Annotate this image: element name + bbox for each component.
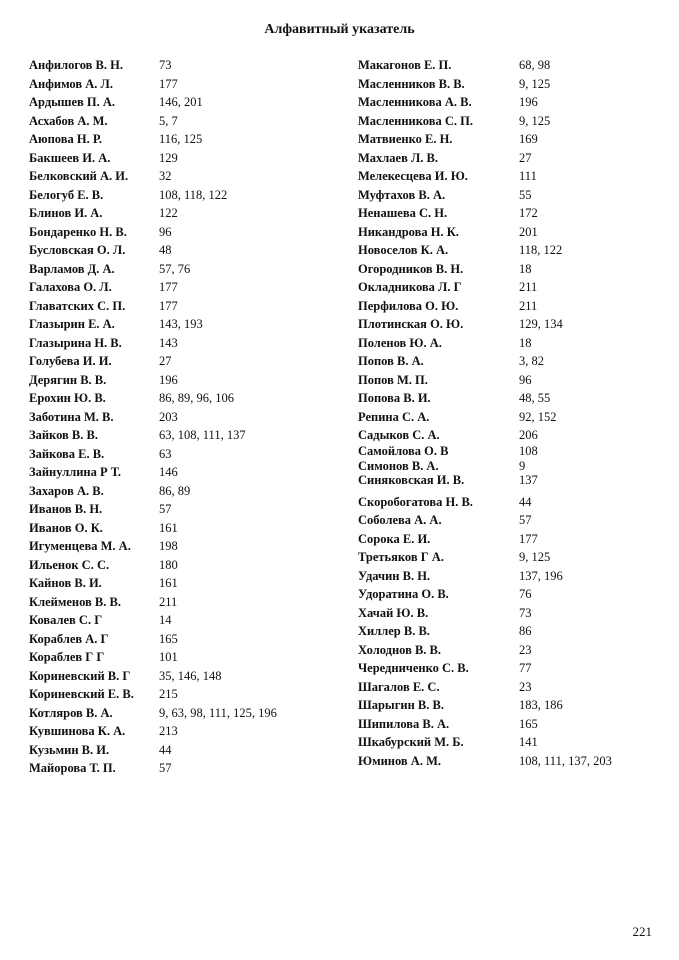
author-name: Глазырин Е. А.	[29, 317, 115, 331]
author-name: Анфилогов В. Н.	[29, 58, 123, 72]
page-references: 23	[519, 642, 532, 657]
page-references: 129, 134	[519, 317, 563, 331]
page-references: 215	[159, 687, 178, 701]
page-references: 203	[159, 409, 178, 424]
author-name: Поленов Ю. А.	[358, 335, 442, 350]
author-name: Холоднов В. В.	[358, 642, 442, 657]
index-entry	[358, 678, 612, 697]
index-entry	[358, 389, 612, 408]
index-entry	[29, 167, 277, 186]
author-name: Огородников В. Н.	[358, 261, 464, 276]
page-references: 177	[159, 280, 178, 294]
page-references: 206	[519, 428, 538, 442]
index-entry	[358, 733, 612, 752]
author-name: Репина С. А.	[358, 409, 430, 424]
index-entry	[29, 112, 277, 131]
index-entry	[358, 75, 612, 94]
page-references: 44	[159, 742, 172, 757]
author-name: Ардышев П. А.	[29, 95, 115, 109]
author-name: Котляров В. А.	[29, 705, 113, 720]
page-references: 198	[159, 539, 178, 553]
author-name: Сорока Е. И.	[358, 531, 431, 546]
page-references: 86	[519, 624, 532, 638]
page-references: 86, 89	[159, 483, 191, 498]
author-name: Кораблев Г Г	[29, 650, 105, 664]
page-references: 86, 89, 96, 106	[159, 391, 234, 405]
page-references: 63	[159, 446, 172, 461]
index-entry	[29, 500, 277, 519]
page-references: 23	[519, 679, 532, 694]
page-references: 161	[159, 576, 178, 590]
index-entry	[358, 696, 612, 715]
author-name: Варламов Д. А.	[29, 261, 115, 276]
page-references: 143, 193	[159, 317, 203, 331]
author-name: Скоробогатова Н. В.	[358, 494, 473, 509]
author-name: Шагалов Е. С.	[358, 679, 440, 694]
page-references: 57, 76	[159, 261, 191, 276]
author-name: Масленникова А. В.	[358, 95, 472, 109]
index-entry	[29, 315, 277, 334]
page-references: 96	[519, 372, 532, 387]
author-name: Иванов О. К.	[29, 520, 103, 535]
index-entry	[29, 463, 277, 482]
author-name: Никандрова Н. К.	[358, 224, 459, 239]
index-column-right	[358, 56, 612, 770]
index-entry	[358, 93, 612, 112]
index-entry	[358, 112, 612, 131]
page-references: 101	[159, 650, 178, 664]
author-name: Садыков С. А.	[358, 428, 440, 442]
author-name: Махлаев Л. В.	[358, 150, 439, 165]
index-entry	[358, 548, 612, 567]
index-entry	[29, 334, 277, 353]
page-references: 14	[159, 613, 172, 627]
index-entry	[358, 352, 612, 371]
page-references: 137	[519, 472, 538, 487]
page-references: 5, 7	[159, 113, 178, 128]
page-references: 73	[159, 58, 172, 72]
page-references: 137, 196	[519, 568, 563, 583]
author-name: Окладникова Л. Г	[358, 280, 462, 294]
page-references: 92, 152	[519, 409, 557, 424]
author-name: Масленников В. В.	[358, 76, 465, 91]
page-references: 76	[519, 587, 532, 601]
page-references: 18	[519, 261, 532, 276]
author-name: Попов В. А.	[358, 354, 424, 368]
index-entry	[358, 471, 612, 493]
page-references: 9, 63, 98, 111, 125, 196	[159, 705, 277, 720]
page-references: 48, 55	[519, 391, 551, 405]
index-entry	[29, 297, 277, 316]
author-name: Майорова Т. П.	[29, 761, 116, 775]
page-references: 165	[519, 716, 538, 731]
author-name: Самойлова О. В	[358, 443, 449, 458]
index-entry	[358, 241, 612, 260]
index-entry	[358, 752, 612, 771]
index-entry	[29, 93, 277, 112]
index-entry	[358, 530, 612, 549]
author-name: Кувшинова К. А.	[29, 724, 126, 738]
page-references: 9	[519, 458, 526, 473]
author-name: Анфимов А. Л.	[29, 76, 113, 91]
page-references: 27	[159, 354, 172, 368]
index-entry	[29, 445, 277, 464]
index-entry	[358, 659, 612, 678]
page-references: 165	[159, 631, 178, 646]
index-entry	[29, 149, 277, 168]
page-references: 73	[519, 605, 532, 620]
page-references: 169	[519, 132, 538, 146]
author-name: Макагонов Е. П.	[358, 58, 452, 72]
index-entry	[29, 704, 277, 723]
index-entry	[358, 715, 612, 734]
index-entry	[29, 741, 277, 760]
author-name: Ковалев С. Г	[29, 613, 103, 627]
page-references: 68, 98	[519, 58, 551, 72]
author-name: Бондаренко Н. В.	[29, 224, 127, 239]
page-references: 111	[519, 169, 537, 183]
index-entry	[29, 186, 277, 205]
page-references: 118, 122	[519, 243, 563, 257]
index-entry	[358, 223, 612, 242]
author-name: Кориневский Е. В.	[29, 687, 134, 701]
index-entry	[29, 371, 277, 390]
index-entry	[29, 667, 277, 686]
author-name: Симонов В. А.	[358, 458, 439, 473]
index-entry	[29, 223, 277, 242]
page-references: 48	[159, 243, 172, 257]
author-name: Кораблев А. Г	[29, 631, 109, 646]
author-name: Захаров А. В.	[29, 483, 104, 498]
index-entry	[358, 130, 612, 149]
author-name: Кориневский В. Г	[29, 668, 131, 683]
page-references: 96	[159, 224, 172, 239]
page-references: 177	[159, 298, 178, 313]
page-references: 63, 108, 111, 137	[159, 428, 246, 442]
index-entry	[358, 445, 612, 460]
author-name: Аюпова Н. Р.	[29, 132, 103, 146]
index-entry	[29, 56, 277, 75]
index-entry	[29, 75, 277, 94]
page-references: 196	[159, 372, 178, 387]
page-references: 57	[519, 513, 532, 527]
author-name: Ильенок С. С.	[29, 557, 110, 572]
author-name: Матвиенко Е. Н.	[358, 132, 453, 146]
index-entry	[29, 204, 277, 223]
index-entry	[358, 493, 612, 512]
author-name: Асхабов А. М.	[29, 113, 108, 128]
index-entry	[29, 130, 277, 149]
page-references: 177	[519, 531, 538, 546]
author-name: Зайнуллина Р Т.	[29, 465, 121, 479]
page-references: 143	[159, 335, 178, 350]
author-name: Шарыгин В. В.	[358, 698, 444, 712]
page-number: 221	[632, 924, 652, 939]
index-entry	[29, 685, 277, 704]
index-entry	[358, 622, 612, 641]
index-entry	[29, 630, 277, 649]
page-references: 57	[159, 761, 172, 775]
author-name: Хиллер В. В.	[358, 624, 430, 638]
author-name: Хачай Ю. В.	[358, 605, 429, 620]
author-name: Ненашева С. Н.	[358, 206, 448, 220]
author-name: Галахова О. Л.	[29, 280, 112, 294]
author-name: Белковский А. И.	[29, 169, 129, 183]
page-references: 201	[519, 224, 538, 239]
index-entry	[29, 556, 277, 575]
author-name: Плотинская О. Ю.	[358, 317, 464, 331]
author-name: Удоратина О. В.	[358, 587, 449, 601]
page-references: 27	[519, 150, 532, 165]
page-references: 116, 125	[159, 132, 203, 146]
author-name: Кузьмин В. И.	[29, 742, 110, 757]
index-entry	[358, 186, 612, 205]
author-name: Масленникова С. П.	[358, 113, 473, 128]
author-name: Белогуб Е. В.	[29, 187, 104, 202]
page-references: 108	[519, 443, 538, 458]
author-name: Новоселов К. А.	[358, 243, 449, 257]
author-name: Блинов И. А.	[29, 206, 103, 220]
page-references: 18	[519, 335, 532, 350]
author-name: Ерохин Ю. В.	[29, 391, 106, 405]
author-name: Заботина М. В.	[29, 409, 114, 424]
author-name: Кайнов В. И.	[29, 576, 102, 590]
index-entry	[358, 334, 612, 353]
index-column-left	[29, 56, 277, 778]
index-entry	[29, 648, 277, 667]
author-name: Мелекесцева И. Ю.	[358, 169, 468, 183]
index-entry	[29, 611, 277, 630]
page-references: 129	[159, 150, 178, 165]
page-references: 122	[159, 206, 178, 220]
page-references: 211	[159, 594, 178, 609]
index-entry	[358, 604, 612, 623]
author-name: Зайков В. В.	[29, 428, 98, 442]
author-name: Перфилова О. Ю.	[358, 298, 459, 313]
author-name: Шипилова В. А.	[358, 716, 450, 731]
author-name: Глазырина Н. В.	[29, 335, 122, 350]
index-entry	[358, 371, 612, 390]
author-name: Синяковская И. В.	[358, 472, 465, 487]
author-name: Игуменцева М. А.	[29, 539, 131, 553]
page-references: 44	[519, 494, 532, 509]
page-references: 211	[519, 298, 538, 313]
author-name: Муфтахов В. А.	[358, 187, 446, 202]
index-entry	[358, 167, 612, 186]
index-entry	[358, 426, 612, 445]
index-entry	[29, 389, 277, 408]
index-entry	[358, 260, 612, 279]
author-name: Юминов А. М.	[358, 753, 442, 768]
page-references: 141	[519, 735, 538, 749]
author-name: Попова В. И.	[358, 391, 431, 405]
index-entry	[29, 241, 277, 260]
index-entry	[358, 408, 612, 427]
index-entry	[29, 278, 277, 297]
index-entry	[358, 641, 612, 660]
author-name: Бакшеев И. А.	[29, 150, 111, 165]
page-references: 57	[159, 502, 172, 516]
index-entry	[29, 482, 277, 501]
page-references: 172	[519, 206, 538, 220]
author-name: Иванов В. Н.	[29, 502, 103, 516]
page-references: 9, 125	[519, 76, 551, 91]
page-references: 161	[159, 520, 178, 535]
page-references: 9, 125	[519, 550, 551, 564]
index-entry	[358, 56, 612, 75]
page-references: 108, 118, 122	[159, 187, 228, 202]
index-entry	[358, 315, 612, 334]
index-entry	[29, 260, 277, 279]
page-references: 213	[159, 724, 178, 738]
page-references: 9, 125	[519, 113, 551, 128]
page-references: 146, 201	[159, 95, 203, 109]
page-references: 3, 82	[519, 354, 544, 368]
author-name: Попов М. П.	[358, 372, 428, 387]
page-references: 35, 146, 148	[159, 668, 222, 683]
author-name: Третьяков Г А.	[358, 550, 444, 564]
page-references: 177	[159, 76, 178, 91]
index-entry	[29, 759, 277, 778]
author-name: Шкабурский М. Б.	[358, 735, 464, 749]
index-entry	[358, 278, 612, 297]
index-entry	[29, 574, 277, 593]
page-references: 196	[519, 95, 538, 109]
index-entry	[29, 593, 277, 612]
page-references: 180	[159, 557, 178, 572]
index-entry	[358, 204, 612, 223]
author-name: Чередниченко С. В.	[358, 661, 469, 675]
author-name: Зайкова Е. В.	[29, 446, 105, 461]
page-references: 211	[519, 280, 538, 294]
index-entry	[29, 426, 277, 445]
index-entry	[358, 297, 612, 316]
author-name: Дерягин В. В.	[29, 372, 107, 387]
index-entry	[29, 408, 277, 427]
index-entry	[358, 585, 612, 604]
page-references: 32	[159, 169, 172, 183]
page-references: 77	[519, 661, 532, 675]
index-entry	[358, 511, 612, 530]
index-entry	[358, 567, 612, 586]
page-title: Алфавитный указатель	[264, 22, 415, 37]
author-name: Клейменов В. В.	[29, 594, 121, 609]
index-entry	[29, 519, 277, 538]
page-references: 183, 186	[519, 698, 563, 712]
author-name: Бусловская О. Л.	[29, 243, 126, 257]
index-entry	[358, 149, 612, 168]
index-entry	[29, 722, 277, 741]
author-name: Удачин В. Н.	[358, 568, 431, 583]
page-references: 146	[159, 465, 178, 479]
index-entry	[29, 537, 277, 556]
author-name: Голубева И. И.	[29, 354, 112, 368]
page-references: 108, 111, 137, 203	[519, 753, 612, 768]
index-entry	[29, 352, 277, 371]
author-name: Главатских С. П.	[29, 298, 126, 313]
author-name: Соболева А. А.	[358, 513, 442, 527]
page-references: 55	[519, 187, 532, 202]
